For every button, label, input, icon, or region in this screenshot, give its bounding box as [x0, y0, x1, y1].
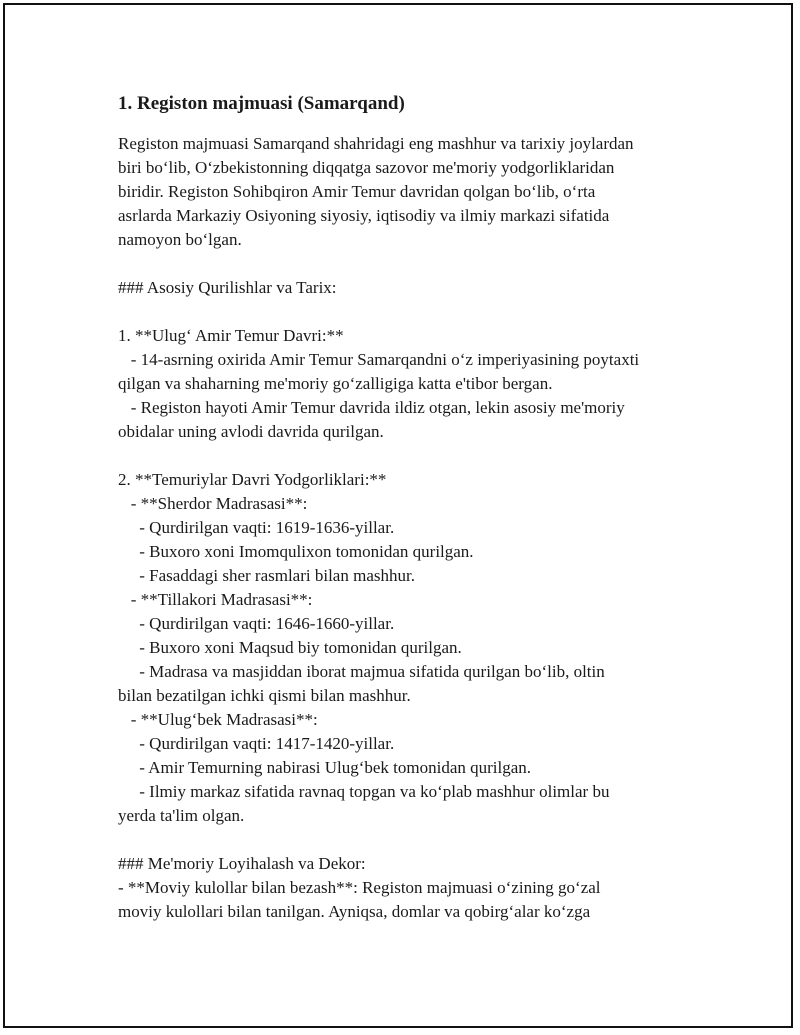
- document-body: Registon majmuasi Samarqand shahridagi eng mashhur va tarixiy joylardan biri bo‘lib, O‘zbekistonning diqqatga sazovor me'moriy yodgorliklaridan biridir. Registon Sohibqiron Amir Temur davridan qolgan bo‘lib, o‘rta asrlarda Markaziy Osiyoning siyosiy, iqtisodiy va ilmiy markazi sifatida namoyon bo‘lgan. ### Asosiy Qurilishlar va Tarix: 1. **Ulug‘ Amir Temur Davri:** - 14-asrning oxirida Amir Temur Samarqandni o‘z imperiyasining poytaxti qilgan va shaharning me'moriy go‘zalligiga katta e'tibor bergan. - Registon hayoti Amir Temur davrida ildiz otgan, lekin asosiy me'moriy obidalar uning avlodi davrida qurilgan. 2. **Temuriylar Davri Yodgorliklari:** - **Sherdor Madrasasi**: - Qurdirilgan vaqti: 1619-1636-yillar. - Buxoro xoni Imomqulixon tomonidan qurilgan. - Fasaddagi sher rasmlari bilan mashhur. - **Tillakori Madrasasi**: - Qurdirilgan vaqti: 1646-1660-yillar. - Buxoro xoni Maqsud biy tomonidan qurilgan. - Madrasa va masjiddan iborat majmua sifatida qurilgan bo‘lib, oltin bilan bezatilgan ichki qismi bilan mashhur. - **Ulug‘bek Madrasasi**: - Qurdirilgan vaqti: 1417-1420-yillar. - Amir Temurning nabirasi Ulug‘bek tomonidan qurilgan. - Ilmiy markaz sifatida ravnaq topgan va ko‘plab mashhur olimlar bu yerda ta'lim olgan. ### Me'moriy Loyihalash va Dekor: - **Moviy kulollar bilan bezash**: Registon majmuasi o‘zining go‘zal moviy kulollari bilan tanilgan. Ayniqsa, domlar va qobirg‘alar ko‘zga: [118, 134, 640, 921]
- document-content: [118, 92, 718, 924]
- document-title: 1. Registon majmuasi (Samarqand): [118, 93, 405, 114]
